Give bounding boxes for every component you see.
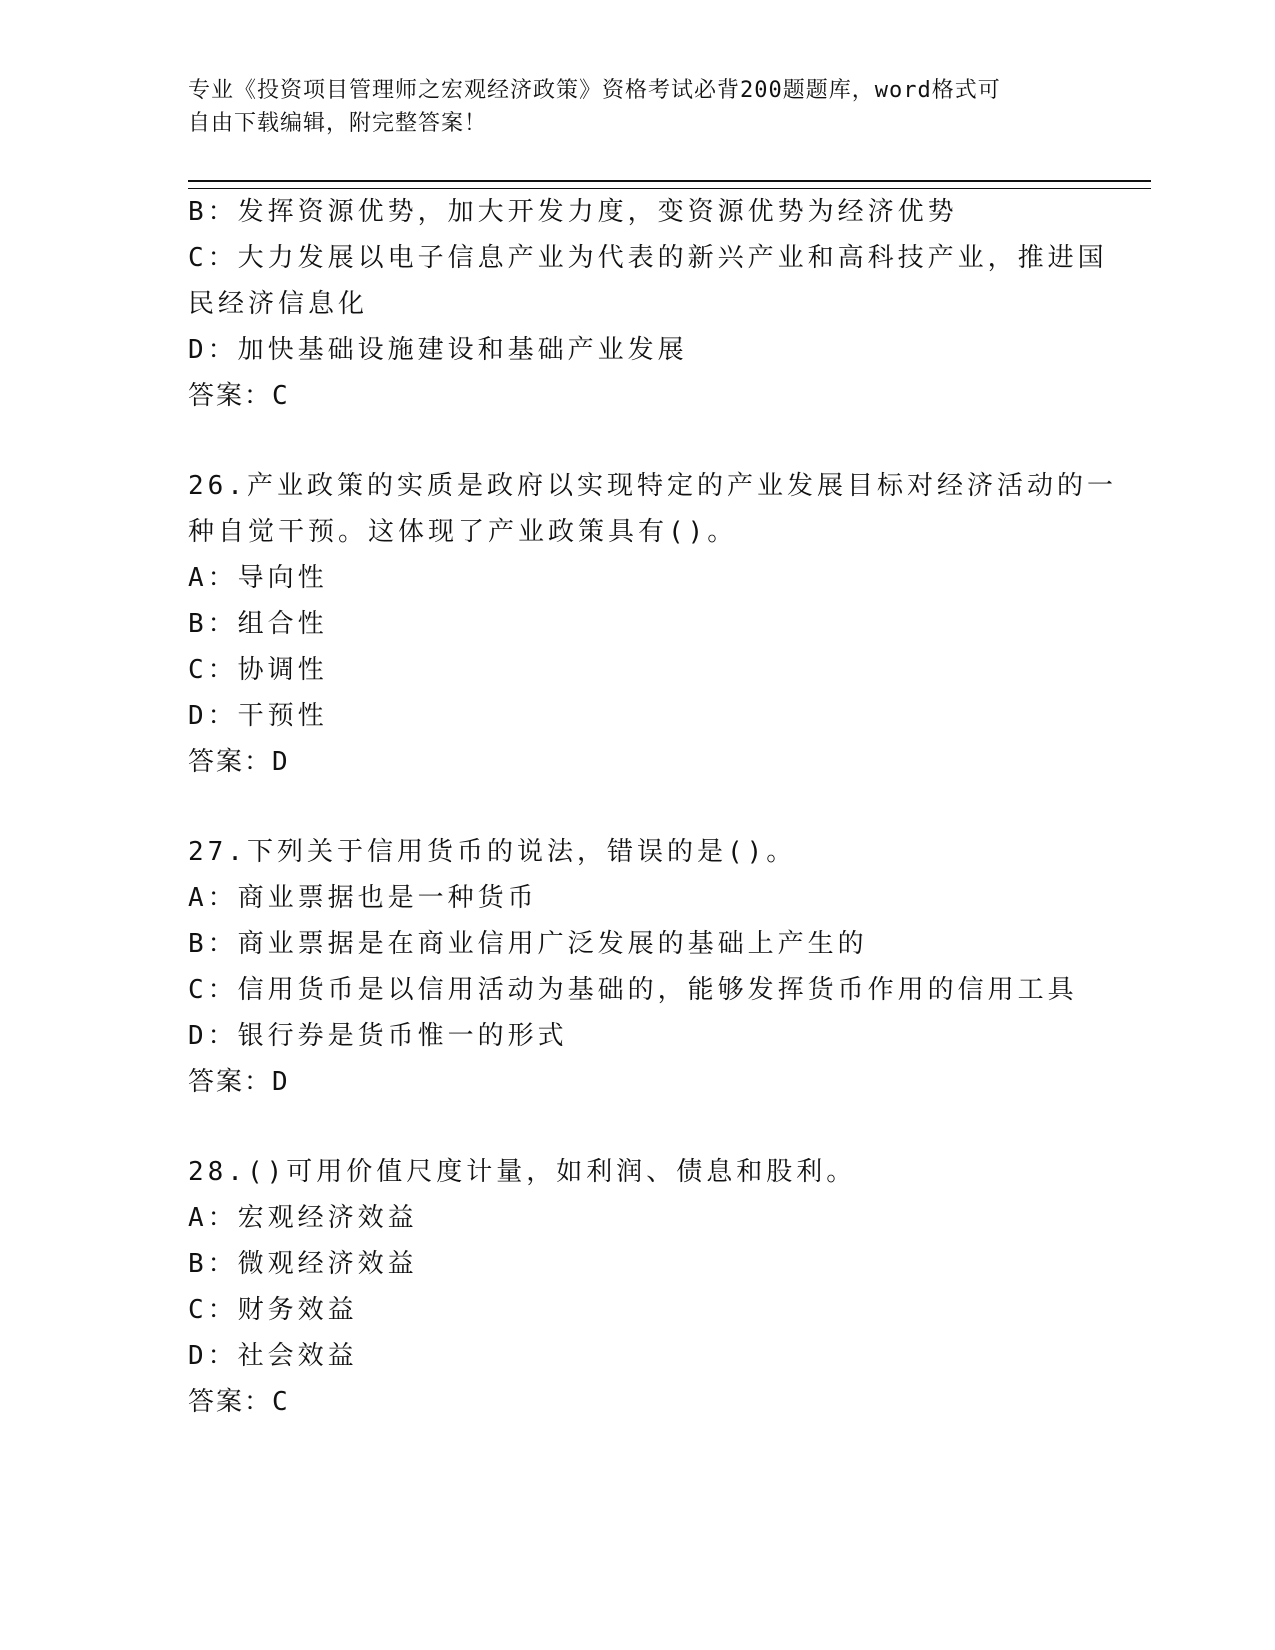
question-block: [188, 1149, 1088, 1425]
option-line: B：发挥资源优势，加大开发力度，变资源优势为经济优势: [188, 197, 958, 227]
header-divider: [188, 180, 1151, 189]
option-line: D：干预性: [188, 701, 328, 731]
option-line: C：大力发展以电子信息产业为代表的新兴产业和高科技产业，推进国: [188, 243, 1108, 273]
question-text: 种自觉干预。这体现了产业政策具有()。: [188, 517, 738, 547]
document-header: [188, 74, 1078, 140]
answer-line: 答案：C: [188, 381, 290, 411]
option-line: A：导向性: [188, 563, 328, 593]
option-line: C：协调性: [188, 655, 328, 685]
answer-line: 答案：D: [188, 1067, 290, 1097]
question-text: 28.()可用价值尺度计量，如利润、债息和股利。: [188, 1157, 857, 1187]
option-line: D：加快基础设施建设和基础产业发展: [188, 335, 688, 365]
header-line: 自由下载编辑，附完整答案！: [188, 111, 488, 136]
option-line: B：商业票据是在商业信用广泛发展的基础上产生的: [188, 929, 868, 959]
option-line: D：社会效益: [188, 1341, 358, 1371]
answer-line: 答案：D: [188, 747, 290, 777]
header-line: 专业《投资项目管理师之宏观经济政策》资格考试必背200题题库，word格式可: [188, 78, 1001, 103]
question-list: [188, 189, 1117, 1469]
question-block: [188, 463, 1117, 785]
option-line: C：财务效益: [188, 1295, 358, 1325]
option-line: B：组合性: [188, 609, 328, 639]
question-block: [188, 189, 1108, 419]
option-line: A：宏观经济效益: [188, 1203, 418, 1233]
option-line: C：信用货币是以信用活动为基础的，能够发挥货币作用的信用工具: [188, 975, 1078, 1005]
question-block: [188, 829, 1088, 1105]
option-line: B：微观经济效益: [188, 1249, 418, 1279]
option-line: D：银行券是货币惟一的形式: [188, 1021, 568, 1051]
option-line: 民经济信息化: [188, 289, 369, 319]
question-text: 27.下列关于信用货币的说法，错误的是()。: [188, 837, 797, 867]
answer-line: 答案：C: [188, 1387, 290, 1417]
question-text: 26.产业政策的实质是政府以实现特定的产业发展目标对经济活动的一: [188, 471, 1117, 501]
option-line: A：商业票据也是一种货币: [188, 883, 538, 913]
